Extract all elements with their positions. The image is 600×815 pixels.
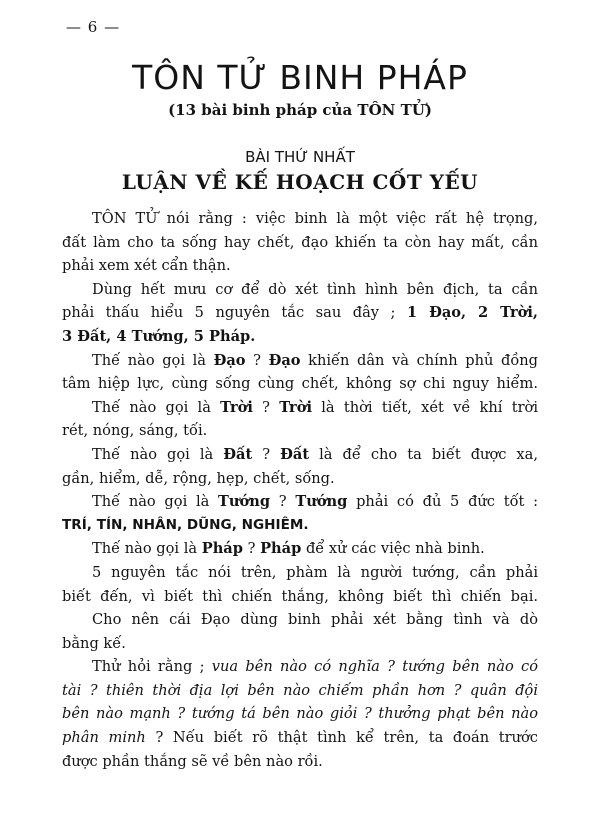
text-line bbox=[62, 396, 538, 420]
text-span: Thế nào gọi là bbox=[92, 398, 221, 416]
text-line bbox=[62, 537, 538, 561]
keyword: Tướng bbox=[295, 493, 348, 511]
text-span: là để cho ta biết được xa, bbox=[309, 445, 539, 463]
text-span: phải thấu hiểu 5 nguyên tắc sau đây ; bbox=[62, 304, 407, 322]
lesson-title: LUẬN VỀ KẾ HOẠCH CỐT YẾU bbox=[121, 170, 479, 194]
text-span: Thế nào gọi là bbox=[92, 445, 224, 463]
text-span: Thử hỏi rằng ; bbox=[92, 658, 212, 676]
text-line: phải xem xét cẩn thận. bbox=[62, 257, 231, 275]
keyword: Trời bbox=[279, 398, 313, 416]
keyword: Đất bbox=[280, 445, 310, 463]
keyword: Đạo bbox=[268, 351, 301, 369]
text-span: ? bbox=[252, 445, 281, 463]
text-span: Thế nào gọi là bbox=[92, 351, 214, 369]
text-line bbox=[62, 301, 538, 325]
text-span: là thời tiết, xét về khí trời bbox=[312, 398, 539, 416]
keyword: Đất bbox=[223, 445, 253, 463]
text-span: ? Nếu biết rõ thật tình kể trên, ta đoán trước bbox=[145, 729, 538, 747]
keyword: Trời bbox=[220, 398, 253, 416]
text-line: Dùng hết mưu cơ để dò xét tình hình bên địch, ta cần bbox=[92, 280, 538, 298]
text-line: 3 Đất, 4 Tướng, 5 Pháp. bbox=[62, 327, 256, 345]
book-subtitle: (13 bài binh pháp của TÔN TỬ) bbox=[168, 101, 432, 119]
text-line: tâm hiệp lực, cùng sống cùng chết, không sợ chi nguy hiểm. bbox=[62, 375, 538, 393]
page-number: — 6 — bbox=[66, 18, 121, 36]
question-text: phân minh bbox=[62, 729, 146, 747]
lesson-label: BÀI THỨ NHẤT bbox=[245, 148, 355, 166]
text-span: để xử các việc nhà binh. bbox=[301, 540, 485, 558]
keyword: Đạo bbox=[213, 351, 246, 369]
text-line: gần, hiểm, dễ, rộng, hẹp, chết, sống. bbox=[62, 469, 335, 487]
text-line bbox=[62, 655, 538, 679]
text-line bbox=[62, 349, 538, 373]
text-line bbox=[62, 443, 538, 467]
text-line: được phần thắng sẽ về bên nào rồi. bbox=[62, 752, 323, 770]
keyword: Pháp bbox=[201, 540, 243, 558]
text-line: rét, nóng, sáng, tối. bbox=[62, 422, 208, 440]
text-line: 5 nguyên tắc nói trên, phàm là người tướng, cần phải bbox=[92, 563, 538, 581]
text-line bbox=[62, 726, 538, 750]
text-span: ? bbox=[252, 398, 280, 416]
question-line: bên nào mạnh ? tướng tá bên nào giỏi ? thưởng phạt bên nào bbox=[62, 705, 538, 723]
body-text bbox=[62, 207, 538, 773]
book-title: TÔN TỬ BINH PHÁP bbox=[132, 58, 468, 97]
text-span: Thế nào gọi là bbox=[92, 493, 219, 511]
text-line: Cho nên cái Đạo dùng binh phải xét bằng tình và dò bbox=[92, 611, 538, 629]
text-line bbox=[62, 490, 538, 514]
keyword: Pháp bbox=[260, 540, 302, 558]
question-text: vua bên nào có nghĩa ? tướng bên nào có bbox=[211, 658, 539, 676]
principles-list: 1 Đạo, 2 Trời, bbox=[406, 304, 538, 322]
virtues-line: TRÍ, TÍN, NHÂN, DŨNG, NGHIÊM. bbox=[62, 516, 309, 533]
question-line: tài ? thiên thời địa lợi bên nào chiếm phần hơn ? quân đội bbox=[62, 681, 538, 699]
text-span: ? bbox=[242, 540, 261, 558]
text-span: Thế nào gọi là bbox=[92, 540, 202, 558]
text-line: đất làm cho ta sống hay chết, đạo khiến ta còn hay mất, cần bbox=[62, 233, 538, 251]
text-span: ? bbox=[270, 493, 296, 511]
text-line: bằng kế. bbox=[62, 634, 126, 652]
text-span: khiến dân và chính phủ đồng bbox=[300, 351, 538, 369]
text-span: ? bbox=[245, 351, 269, 369]
keyword: Tướng bbox=[218, 493, 271, 511]
text-line: biết đến, vì biết thì chiến thắng, không biết thì chiến bại. bbox=[62, 587, 538, 605]
text-line: TÔN TỬ nói rằng : việc binh là một việc rất hệ trọng, bbox=[92, 210, 538, 227]
text-span: phải có đủ 5 đức tốt : bbox=[347, 493, 538, 511]
